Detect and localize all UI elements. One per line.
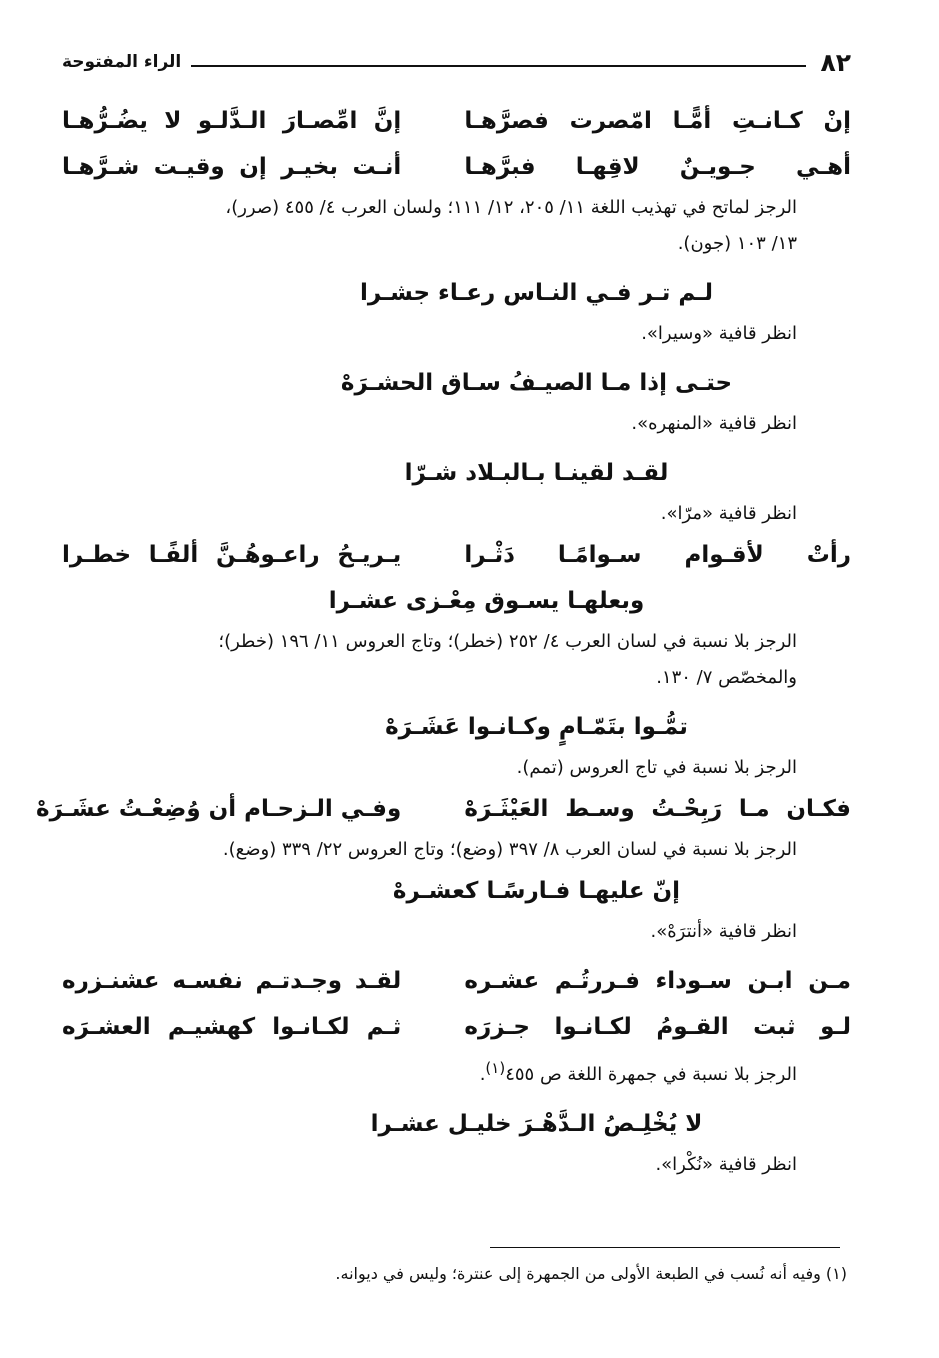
source-note-end: .: [479, 1064, 486, 1085]
verse-couplet: [62, 144, 851, 190]
source-note: والمخصّص ٧/ ١٣٠.: [656, 667, 797, 688]
verse-hemistich: يـريـحُ راعـوهُـنَّ ألفًـا خطـرا: [62, 542, 402, 568]
source-note: انظر قافية «مرّا».: [660, 503, 797, 524]
footnote-rule: [490, 1247, 840, 1248]
verse-hemistich: إنْ كـانـتِ أمًّـا امّصرت فصرَّهـا: [464, 108, 851, 134]
verse-hemistich: مـن ابـن سـوداء فـررتُـم عشـره: [464, 968, 851, 994]
footnote: (١) وفيه أنه نُسب في الطبعة الأولى من الجمهرة إلى عنترة؛ وليس في ديوانه.: [335, 1264, 847, 1283]
verse-hemistich: أنـت بخيـر إن وقيـت شـرَّهـا: [62, 154, 402, 180]
verse-line: لـم تـر فـي النـاس رعـاء جشـرا: [360, 280, 713, 306]
source-note-text: الرجز بلا نسبة في جمهرة اللغة ص ٤٥٥: [505, 1064, 797, 1085]
verse-hemistich: وفـي الـزحـام أن وُضِعْـتُ عشَـرَهْ: [36, 796, 402, 822]
verse-line: وبعلهـا يسـوق مِعْـزى عشـرا: [328, 588, 645, 614]
verse-line: حتـى إذا مـا الصيـفُ سـاق الحشـرَهْ: [340, 370, 733, 396]
verse-couplet: [62, 958, 851, 1004]
verse-couplet: [36, 786, 851, 832]
source-note: انظر قافية «أنترَهْ».: [650, 921, 797, 942]
verse-couplet: [62, 1004, 851, 1050]
source-note: الرجز بلا نسبة في لسان العرب ٤/ ٢٥٢ (خطر)؛ وتاج العروس ١١/ ١٩٦ (خطر)؛: [218, 631, 797, 652]
running-title: الراء المفتوحة: [62, 52, 182, 72]
verse-hemistich: لقـد وجـدتـم نفسـه عشنـزره: [62, 968, 402, 994]
verse-couplet: [62, 98, 851, 144]
verse-line: لا يُخْلِـصُ الـدَّهْـرَ خليـل عشـرا: [370, 1111, 703, 1137]
source-note: الرجز بلا نسبة في لسان العرب ٨/ ٣٩٧ (وضع)؛ وتاج العروس ٢٢/ ٣٣٩ (وضع).: [222, 839, 797, 860]
verse-line: تمُّـوا بتَمّـامٍ وكـانـوا عَشَـرَهْ: [385, 714, 688, 740]
header-rule: [191, 65, 806, 67]
verse-hemistich: إنَّ امِّصـارَ الـدَّلـو لا يضُـرُّهـا: [62, 108, 402, 134]
page-number: ٨٢: [820, 47, 851, 77]
source-note: ١٣/ ١٠٣ (جون).: [677, 233, 797, 254]
source-note: الرجز لماتح في تهذيب اللغة ١١/ ٢٠٥، ١٢/ ١١١؛ ولسان العرب ٤/ ٤٥٥ (صرر)،: [225, 197, 797, 218]
source-note: انظر قافية «نُكْرا».: [655, 1154, 797, 1175]
verse-line: إنّ عليهـا فـارسًـا كعشـرهْ: [392, 878, 681, 904]
source-note: انظر قافية «وسيرا».: [641, 323, 797, 344]
verse-hemistich: لـو ثبت القـومُ لكـانـوا جـزرَه: [464, 1014, 851, 1040]
source-note: الرجز بلا نسبة في تاج العروس (تمم).: [516, 757, 797, 778]
verse-hemistich: رأتْ لأقـوام سـوامًـا دَثْـرا: [464, 542, 851, 568]
page-header: [62, 44, 851, 80]
source-note: انظر قافية «المنهره».: [631, 413, 797, 434]
page-body: [36, 98, 851, 1183]
verse-hemistich: ثـم لكـانـوا كهشيـم العشـرَه: [62, 1014, 402, 1040]
verse-hemistich: فكـان مـا رَبِحْـتُ وسـط العَيْثَـرَهْ: [464, 796, 851, 822]
source-note: [62, 1050, 851, 1093]
footnote-marker: (١): [485, 1059, 506, 1077]
verse-couplet: [62, 532, 851, 578]
verse-hemistich: أهـي جـويـنٌ لاقِهـا فبرَّهـا: [464, 154, 851, 180]
verse-line: لقـد لقينـا بـالبـلاد شـرّا: [404, 460, 669, 486]
